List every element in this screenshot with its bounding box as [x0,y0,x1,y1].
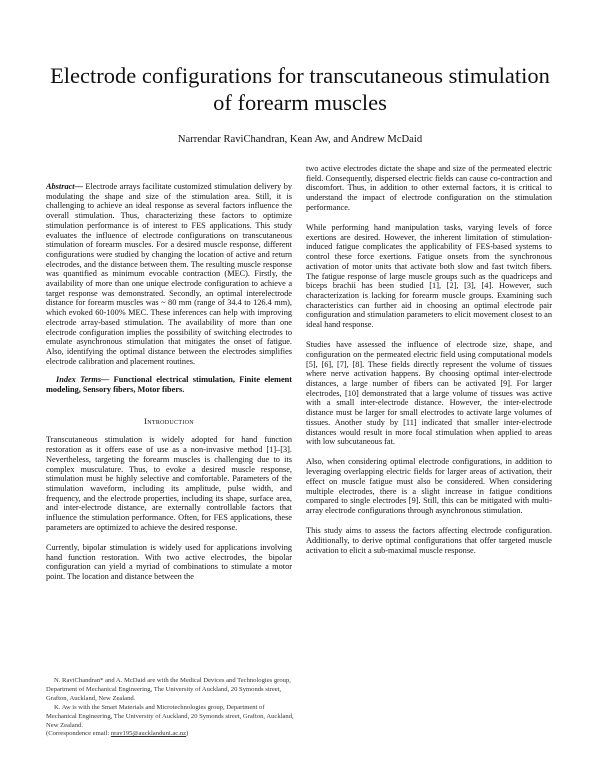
body-paragraph: While performing hand manipulation tasks, varying levels of force exertions are desired. However, the inherent limitation of stimulation-induced fatigue complicates the applicability of FES-based systems to control these force exertions. Fatigue onsets from the synchronous activation of motor units that activate both slow and fast twitch fibers. The fatigue response of large muscle groups such as the quadriceps and biceps brachii has been studied [1], [2], [3], [4]. However, such characterization is lacking for forearm muscle groups. Examining such characteristics can further aid in choosing an optimal electrode pair configuration and stimulation parameters to elicit movement closest to an ideal hand response. [306,223,552,330]
index-terms-text: Functional electrical stimulation, Finite element modeling, Sensory fibers, Motor fibers. [46,375,293,395]
left-column [46,182,292,592]
intro-paragraph: Transcutaneous stimulation is widely adopted for hand function restoration as it offers ease of use as a non-invasive method [1]–[3]. Nevertheless, targeting the forearm muscles is challenging due to its complex musculature. Thus, to evoke a desired muscle response, stimulation must be highly selective and comfortable. Parameters of the stimulation waveform, including its amplitude, pulse width, and frequency, and the electrode properties, including its shape, surface area, and inter-electrode distance, are externally controllable factors that influence the stimulation performance. Often, for FES applications, these parameters are optimized to achieve the desired response. [46,435,292,532]
section-heading-introduction: Introduction [144,415,194,426]
abstract-text: Electrode arrays facilitate customized stimulation delivery by modulating the shape and size of the stimulation area. Still, it is challenging to achieve an ideal response as several factors influence the overall stimulation. Thus, characterizing these factors to optimize stimulation performance is of interest to FES applications. This study evaluates the influence of electrode configurations on transcutaneous stimulation of forearm muscles. For a desired muscle response, different configurations were studied by changing the location of active and return electrodes, and the distance between them. The resulting muscle response was quantified as minimum evocable contraction (MEC). Firstly, the availability of more than one unique electrode configuration to achieve a target response was demonstrated. Secondly, an optimal interelectrode distance for forearm muscles was ~ 80 mm (range of 34.4 to 126.4 mm), which evoked 60-100% MEC. These inferences can help with improving electrode array-based stimulation. The availability of more than one electrode configuration implies the possibility of switching electrodes to emulate asynchronous stimulation that mitigates the onset of fatigue. Also, identifying the optimal distance between the electrodes simplifies electrode calibration and placement routines. [46,182,292,366]
author-list: Narrendar RaviChandran, Kean Aw, and Andrew McDaid [177,134,423,145]
footnote-line: K. Aw is with the Smart Materials and Microtechnologies group, Department of Mechanical Engineering, The University of Auckland, 20 Symonds street, Grafton, Auckland, New Zealand. [46,703,294,729]
body-paragraph: Also, when considering optimal electrode configurations, in addition to leveraging overlapping electric fields for larger areas of activation, their effect on muscle fatigue must also be considered. When considering multiple electrodes, there is a slight increase in fatigue conditions compared to single electrodes [9]. Still, this can be mitigated with multi-array electrode configurations through asynchronous stimulation. [306,457,552,515]
footnote-correspondence: (Correspondence email: [46,730,111,738]
index-terms [46,375,292,394]
body-paragraph: two active electrodes dictate the shape and size of the permeated electric field. Consequently, dispersed electric fields can cause co-contraction and discomfort. Thus, in addition to other external factors, it is critical to understand the impact of electrode configuration on the stimulation performance. [306,164,552,212]
email-link[interactable]: nrav195@aucklanduni.ac.nz [110,730,187,738]
abstract [46,182,292,366]
intro-paragraph: Currently, bipolar stimulation is widely used for applications involving hand function restoration. With two active electrodes, the bipolar configuration can yield a myriad of combinations to stimulate a motor point. The location and distance between the [46,543,292,582]
body-paragraph: This study aims to assess the factors affecting electrode configuration. Additionally, to derive optimal configurations that offer targeted muscle activation to elicit a sub-maximal muscle response. [306,526,552,555]
index-terms-lead: Index Terms— [56,375,110,385]
paper-title: Electrode configurations for transcutaneous stimulation of forearm muscles [50,63,550,115]
footnote-line: N. RaviChandran* and A. McDaid are with the Medical Devices and Technologies group, Department of Mechanical Engineering, The University of Auckland, 20 Symonds street, Grafton, Auckland, New Zealand. [46,677,291,702]
author-footnote [46,677,296,739]
right-column [306,164,552,566]
footnote-line [46,730,296,739]
body-paragraph: Studies have assessed the influence of electrode size, shape, and configuration on the permeated electric field using computational models [5], [6], [7], [8]. These fields directly represent the volume of tissues where nerve activation happens. By choosing optimal inter-electrode distances, a large number of fibers can be activated [9]. For larger electrodes, [10] demonstrated that a large volume of tissues was active with a small inter-electrode distance. However, the inter-electrode distance must be larger for small electrodes to activate large volumes of tissues. Another study by [11] indicated that smaller inter-electrode distances would result in more focal stimulation when applied to areas with low subcutaneous fat. [306,340,552,447]
abstract-lead: Abstract— [46,182,83,191]
footnote-close: ) [186,730,189,738]
